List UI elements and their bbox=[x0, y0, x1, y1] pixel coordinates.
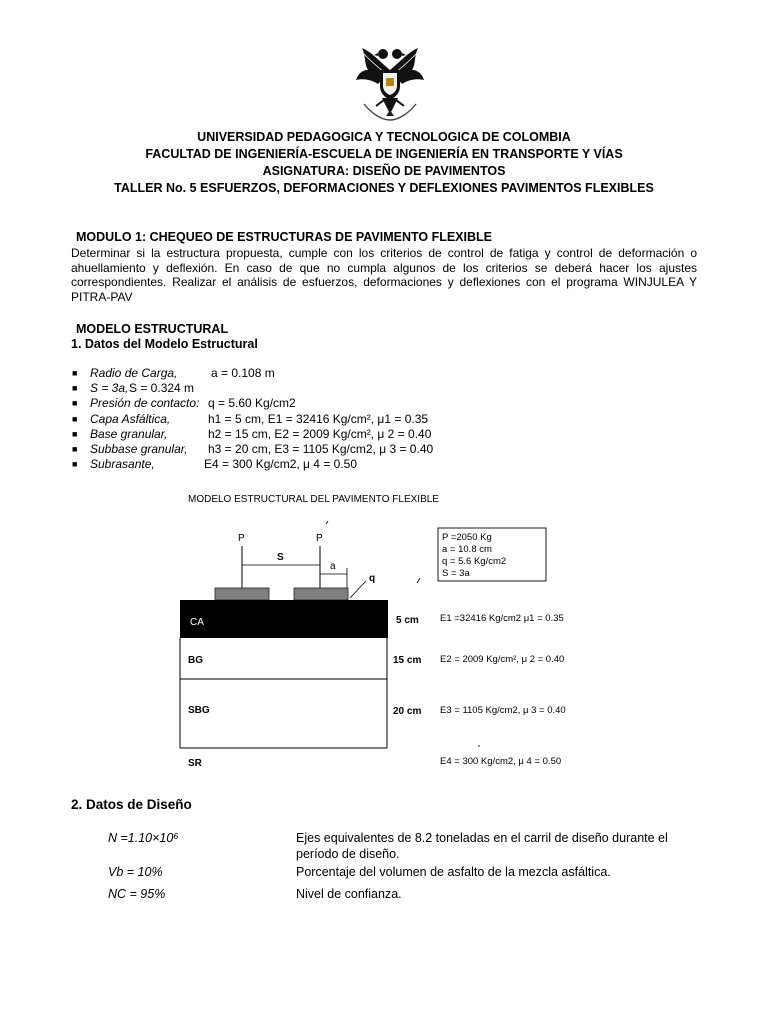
item-value: a = 0.108 m bbox=[211, 366, 275, 380]
item-label: Subrasante, bbox=[90, 457, 155, 472]
workshop-title: TALLER No. 5 ESFUERZOS, DEFORMACIONES Y DEFLEXIONES PAVIMENTOS FLEXIBLES bbox=[114, 181, 654, 195]
tire-contact-left bbox=[215, 588, 269, 600]
tire-contact-right bbox=[294, 588, 348, 600]
layer-name: CA bbox=[190, 617, 204, 628]
item-label: Radio de Carga, bbox=[90, 366, 178, 380]
item-value: h3 = 20 cm, E3 = 1105 Kg/cm2, μ 3 = 0.40 bbox=[208, 442, 434, 457]
structural-model-diagram bbox=[170, 488, 610, 773]
diagram-title: MODELO ESTRUCTURAL DEL PAVIMENTO FLEXIBLE bbox=[188, 494, 439, 505]
pressure-label: q bbox=[369, 573, 376, 584]
design-key: Vb = 10% bbox=[108, 865, 163, 879]
item-label: S = 3a, bbox=[90, 381, 129, 396]
list-item bbox=[72, 396, 433, 411]
item-value: S = 0.324 m bbox=[129, 381, 195, 396]
model-data-list bbox=[72, 366, 433, 472]
bullet-icon: ■ bbox=[72, 368, 78, 378]
eagle-crest-icon bbox=[352, 40, 428, 126]
layer-props: E1 =32416 Kg/cm2 μ1 = 0.35 bbox=[440, 613, 564, 624]
document-header bbox=[0, 129, 768, 197]
layer-name: SBG bbox=[188, 705, 210, 716]
bullet-icon: ■ bbox=[72, 413, 78, 424]
layer-ca bbox=[180, 600, 388, 638]
diagram-mark bbox=[478, 745, 480, 747]
item-value: E4 = 300 Kg/cm2, μ 4 = 0.50 bbox=[204, 457, 358, 472]
list-item bbox=[72, 366, 433, 381]
diagram-mark bbox=[417, 578, 420, 583]
box-line: S = 3a bbox=[442, 568, 470, 579]
design-key: N =1.10×10⁶ bbox=[108, 831, 179, 845]
layer-thickness: 20 cm bbox=[393, 706, 422, 717]
bullet-icon: ■ bbox=[72, 428, 78, 439]
bullet-icon: ■ bbox=[72, 383, 78, 394]
university-name: UNIVERSIDAD PEDAGOGICA Y TECNOLOGICA DE COLOMBIA bbox=[197, 130, 571, 144]
list-item bbox=[72, 442, 433, 457]
layer-props: E3 = 1105 Kg/cm2, μ 3 = 0.40 bbox=[440, 705, 566, 716]
layer-name: SR bbox=[188, 758, 202, 769]
spacing-label: S bbox=[277, 552, 284, 563]
layer-props: E4 = 300 Kg/cm2, μ 4 = 0.50 bbox=[440, 756, 562, 767]
box-line: q = 5.6 Kg/cm2 bbox=[442, 556, 507, 567]
bullet-icon: ■ bbox=[72, 398, 78, 409]
load-p-left: P bbox=[238, 533, 245, 544]
list-item bbox=[72, 457, 433, 472]
design-desc: Ejes equivalentes de 8.2 toneladas en el carril de diseño durante el período de diseño. bbox=[296, 831, 668, 861]
item-value: q = 5.60 Kg/cm2 bbox=[208, 396, 296, 411]
load-p-right: P bbox=[316, 533, 323, 544]
model-title: MODELO ESTRUCTURAL bbox=[76, 322, 229, 336]
item-value: h1 = 5 cm, E1 = 32416 Kg/cm², μ1 = 0.35 bbox=[208, 411, 429, 426]
radius-label: a bbox=[330, 561, 336, 572]
layer-thickness: 15 cm bbox=[393, 655, 422, 666]
bullet-icon: ■ bbox=[72, 444, 78, 455]
box-line: a = 10.8 cm bbox=[442, 544, 492, 555]
design-desc: Porcentaje del volumen de asfalto de la mezcla asfáltica. bbox=[296, 865, 611, 879]
list-item bbox=[72, 427, 433, 442]
module-title: MODULO 1: CHEQUEO DE ESTRUCTURAS DE PAVIMENTO FLEXIBLE bbox=[76, 230, 492, 244]
module-intro: Determinar si la estructura propuesta, cumple con los criterios de control de fatiga y control de deformación o ahuellamiento y deflexión. En caso de que no cumpla algunos de los criterios se deberá hacer los ajustes correspondientes. Realizar el análisis de esfuerzos, deformaciones y deflexiones con el programa WINJULEA Y PITRA-PAV bbox=[71, 246, 697, 304]
faculty-name: FACULTAD DE INGENIERÍA-ESCUELA DE INGENIERÍA EN TRANSPORTE Y VÍAS bbox=[145, 147, 623, 161]
layer-name: BG bbox=[188, 655, 203, 666]
diagram-mark bbox=[326, 521, 328, 524]
design-desc: Nivel de confianza. bbox=[296, 887, 402, 901]
model-subtitle: 1. Datos del Modelo Estructural bbox=[71, 337, 258, 351]
list-item bbox=[72, 381, 433, 396]
design-title: 2. Datos de Diseño bbox=[71, 797, 192, 812]
layer-props: E2 = 2009 Kg/cm², μ 2 = 0.40 bbox=[440, 654, 565, 665]
item-label: Subbase granular, bbox=[90, 442, 188, 457]
subject-name: ASIGNATURA: DISEÑO DE PAVIMENTOS bbox=[262, 164, 506, 178]
list-item bbox=[72, 412, 433, 427]
layer-thickness: 5 cm bbox=[396, 615, 419, 626]
item-label: Presión de contacto: bbox=[90, 396, 200, 411]
item-label: Base granular, bbox=[90, 426, 168, 441]
bullet-icon: ■ bbox=[72, 459, 78, 470]
item-label: Capa Asfáltica, bbox=[90, 411, 171, 426]
box-line: P =2050 Kg bbox=[442, 532, 492, 543]
item-value: h2 = 15 cm, E2 = 2009 Kg/cm², μ 2 = 0.40 bbox=[208, 426, 432, 441]
design-key: NC = 95% bbox=[108, 887, 166, 901]
pressure-arrow bbox=[350, 581, 366, 598]
